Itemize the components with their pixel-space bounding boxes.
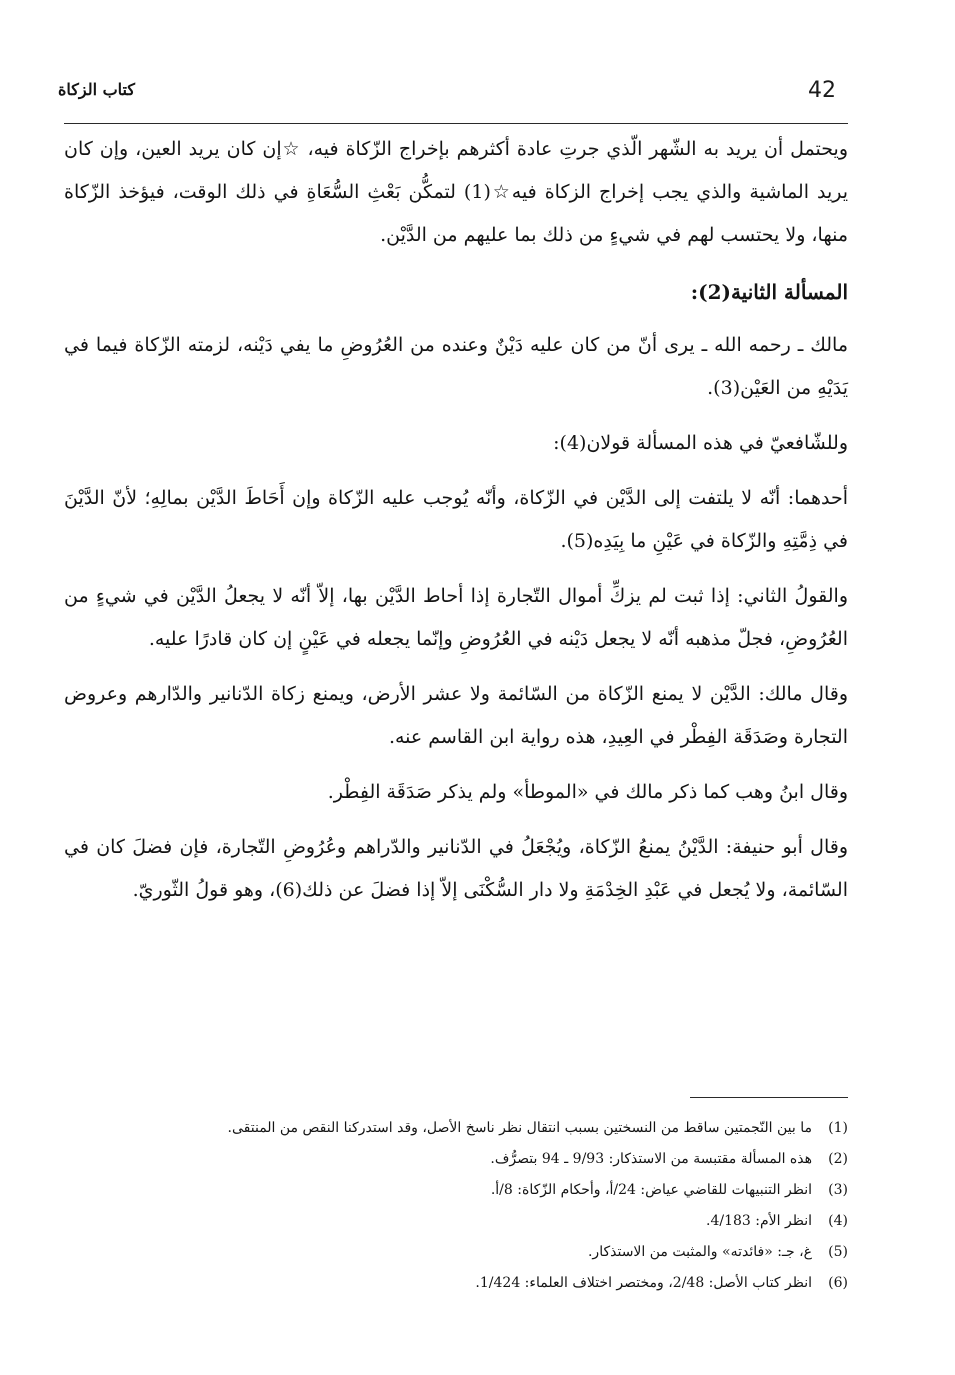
- footnote-text: ما بين النّجمتين ساقط من النسختين بسبب انتقال نظر ناسخ الأصل، وقد استدركنا النقص من المنتقى.: [227, 1120, 812, 1136]
- page-number: 42: [808, 78, 836, 103]
- section-heading: المسألة الثانية(2):: [690, 280, 848, 304]
- paragraph-7: وقال ابنُ وهب كما ذكر مالك في «الموطأ» ولم يذكر صَدَقَة الفِطْر.: [327, 781, 848, 803]
- footnote-number: (6): [828, 1275, 848, 1291]
- paragraph-1: ويحتمل أن يريد به الشّهر الّذي جرتِ عادة أكثرهم بإخراج الزّكاة فيه، ☆إن كان يريد العين، وإن كان يريد الماشية والذي يجب إخراج الزكاة فيه☆(1) لتمكُّن بَعْثِ السُّعَاةِ في ذلك الوقت، فيؤخذ الزّكاة منها، ولا يحتسب لهم في شيءٍ من ذلك بما عليهم من الدَّيْن.: [64, 138, 849, 246]
- footnote-number: (5): [828, 1244, 848, 1260]
- running-head: كتاب الزكاة: [58, 80, 135, 99]
- footnote-text: انظر التنبيهات للقاضي عياض: 24/أ، وأحكام الزّكاة: 8/أ.: [490, 1182, 812, 1198]
- footnote-number: (1): [828, 1120, 848, 1136]
- footnote-number: (3): [828, 1182, 848, 1198]
- paragraph-2: مالك ـ رحمه الله ـ يرى أنّ من كان عليه دَيْنٌ وعنده من العُرُوضِ ما يفي دَيْنه، لزمته الزّكاة فيما في يَدَيْهِ من العَيْن(3).: [64, 334, 848, 399]
- paragraph-5: والقولُ الثاني: إذا ثبت لم يزكِّ أموال التّجارة إذا أحاط الدَّيْن بها، إلاّ أنّه لا يجعلُ الدَّيْن في شيءٍ من العُرُوضِ، فجلّ مذهبه أنّه لا يجعل دَيْنه في العُرُوضِ وإنّما يجعله في عَيْنٍ إن كان قادرًا عليه.: [64, 585, 848, 650]
- footnote-number: (4): [828, 1213, 848, 1229]
- footnote-text: انظر الأم: 4/183.: [706, 1213, 812, 1229]
- footnote-item: [64, 1268, 848, 1299]
- footnote-item: [64, 1237, 848, 1268]
- header-rule: [64, 123, 848, 124]
- footnote-item: [64, 1144, 848, 1175]
- footnote-text: غ، جـ: «فائدته» والمثبت من الاستذكار.: [587, 1244, 812, 1260]
- paragraph-4: أحدهما: أنّه لا يلتفت إلى الدَّيْن في الزّكاة، وأنّه يُوجب عليه الزّكاة وإن أَحَاطَ الدَّيْن بمالِهِ؛ لأنّ الدَّيْنَ في ذِمَّتِهِ والزّكاة في عَيْنِ ما بِيَدِه(5).: [64, 487, 848, 552]
- footnote-item: [64, 1206, 848, 1237]
- footnote-item: [64, 1175, 848, 1206]
- footnote-text: هذه المسألة مقتبسة من الاستذكار: 9/93 ـ 94 بتصرُّف.: [490, 1151, 812, 1167]
- main-text: [64, 128, 848, 924]
- footnotes: [64, 1113, 848, 1299]
- paragraph-8: وقال أبو حنيفة: الدَّيْنُ يمنعُ الزّكاة، ويُجْعَلُ في الدّنانير والدّراهم وعُرُوضِ التّجارة، فإن فضلَ كان في السّائمة، ولا يُجعل في عَبْدِ الخِدْمَةِ ولا دار السُّكْنَى إلاّ إذا فضلَ عن ذلك(6)، وهو قولُ الثّوريّ.: [64, 836, 848, 901]
- paragraph-3: وللشّافعيّ في هذه المسألة قولان(4):: [553, 432, 848, 454]
- footnote-text: انظر كتاب الأصل: 2/48، ومختصر اختلاف العلماء: 1/424.: [475, 1275, 812, 1291]
- footnote-rule: [690, 1097, 848, 1098]
- paragraph-6: وقال مالك: الدَّيْن لا يمنع الزّكاة من السّائمة ولا عشر الأرض، ويمنع زكاة الدّنانير والدّارهم وعروض التجارة وصَدَقَة الفِطْر في العِيدِ، هذه رواية ابن القاسم عنه.: [64, 683, 848, 748]
- page-header: [0, 60, 955, 110]
- footnote-item: [64, 1113, 848, 1144]
- footnote-number: (2): [828, 1151, 848, 1167]
